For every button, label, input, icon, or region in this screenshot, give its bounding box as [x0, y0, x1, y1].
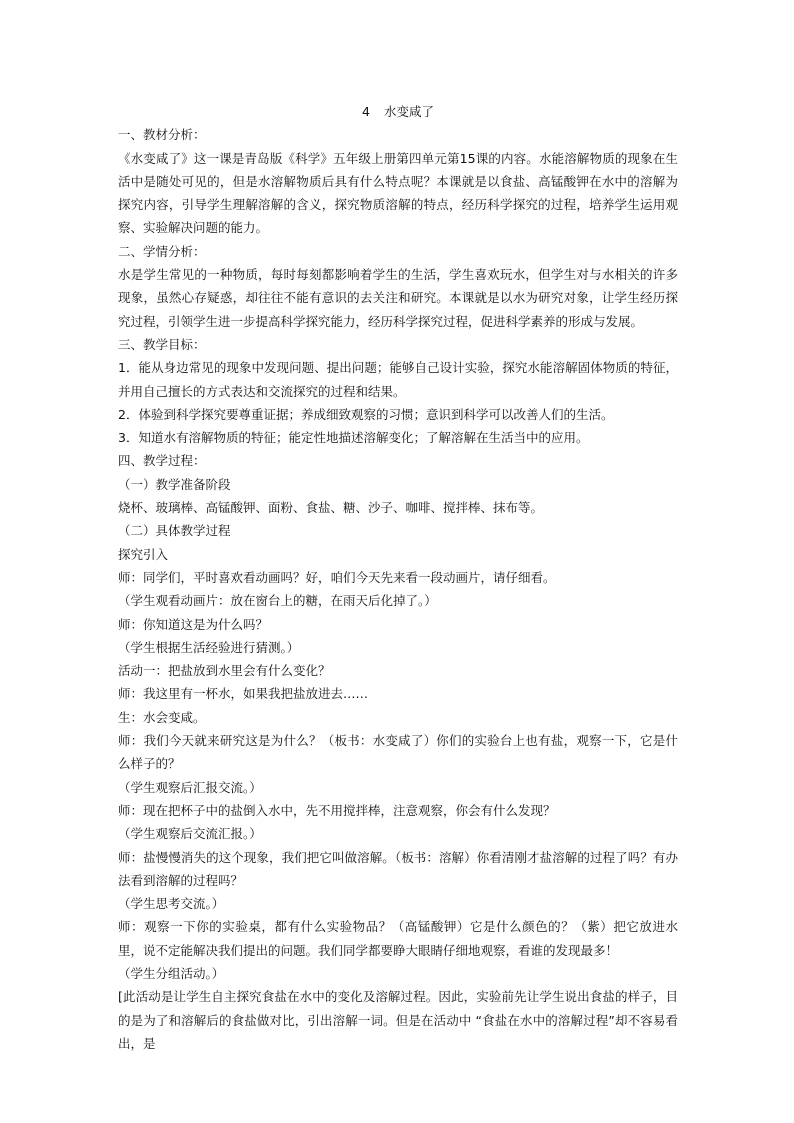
- section-heading-teaching-process: 四、教学过程：: [118, 453, 206, 469]
- subheading-introduction: 探究引入: [118, 546, 169, 562]
- dialogue-line: 师：现在把杯子中的盐倒入水中，先不用搅拌棒，注意观察，你会有什么发现？: [118, 802, 556, 818]
- dialogue-line: （学生观察后汇报交流。）: [118, 779, 262, 795]
- goal-item-2: 2．体验到科学探究要尊重证据；养成细致观察的习惯；意识到科学可以改善人们的生活。: [118, 406, 614, 422]
- section-heading-textbook-analysis: 一、教材分析：: [118, 127, 206, 143]
- subheading-preparation: （一）教学准备阶段: [118, 476, 231, 492]
- dialogue-line: （学生思考交流。）: [118, 896, 225, 912]
- section-heading-teaching-goals: 三、教学目标：: [118, 336, 206, 352]
- dialogue-line: （学生根据生活经验进行猜测。）: [118, 639, 300, 655]
- dialogue-line: 师：盐慢慢消失的这个现象，我们把它叫做溶解。（板书：溶解）你看清刚才盐溶解的过程了吗？有办法看到溶解的过程吗？: [118, 849, 678, 888]
- dialogue-line: 师：观察一下你的实验桌，都有什么实验物品？（高锰酸钾）它是什么颜色的？（紫）把它放进水里，说不定能解决我们提出的问题。我们同学都要睁大眼睛仔细地观察，看谁的发现最多！: [118, 919, 678, 958]
- activity-heading: 活动一：把盐放到水里会有什么变化？: [118, 663, 331, 679]
- dialogue-line: 师：我们今天就来研究这是为什么？（板书：水变咸了）你们的实验台上也有盐，观察一下，它是什么样子的？: [118, 733, 678, 772]
- lesson-number: 4: [362, 104, 370, 119]
- subheading-specific-process: （二）具体教学过程: [118, 523, 231, 539]
- lesson-title: [118, 100, 678, 123]
- dialogue-line: 生：水会变咸。: [118, 709, 206, 725]
- materials-list: 烧杯、玻璃棒、高锰酸钾、面粉、食盐、糖、沙子、咖啡、搅拌棒、抹布等。: [118, 500, 544, 516]
- lesson-title-text: 水变咸了: [383, 104, 434, 119]
- dialogue-line: 师：同学们，平时喜欢看动画吗？好，咱们今天先来看一段动画片，请仔细看。: [118, 569, 556, 585]
- goal-item-1: 1．能从身边常见的现象中发现问题、提出问题；能够自己设计实验，探究水能溶解固体物质的特征，并用自己擅长的方式表达和交流探究的过程和结果。: [118, 360, 678, 399]
- paragraph-textbook-analysis: 《水变咸了》这一课是青岛版《科学》五年级上册第四单元第15课的内容。水能溶解物质的现象在生活中是随处可见的，但是水溶解物质后具有什么特点呢？本课就是以食盐、高锰酸钾在水中的溶解为探究内容，引导学生理解溶解的含义，探究物质溶解的特点，经历科学探究的过程，培养学生运用观察、实验解决问题的能力。: [118, 150, 678, 236]
- dialogue-line: （学生观察后交流汇报。）: [118, 826, 262, 842]
- dialogue-line: （学生观看动画片：放在窗台上的糖，在雨天后化掉了。）: [118, 593, 437, 609]
- commentary-paragraph: [此活动是让学生自主探究食盐在水中的变化及溶解过程。因此，实验前先让学生说出食盐的样子，目的是为了和溶解后的食盐做对比，引出溶解一词。但是在活动中 “食盐在水中的溶解过程”却不容易看出，是: [118, 989, 678, 1051]
- goal-item-3: 3．知道水有溶解物质的特征；能定性地描述溶解变化；了解溶解在生活当中的应用。: [118, 430, 589, 446]
- section-heading-student-analysis: 二、学情分析：: [118, 243, 206, 259]
- dialogue-line: 师：你知道这是为什么吗？: [118, 616, 269, 632]
- document-body: [118, 100, 678, 1055]
- dialogue-line: 师：我这里有一杯水，如果我把盐放进去……: [118, 686, 369, 702]
- paragraph-student-analysis: 水是学生常见的一种物质，每时每刻都影响着学生的生活，学生喜欢玩水，但学生对与水相关的许多现象，虽然心存疑惑，却往往不能有意识的去关注和研究。本课就是以水为研究对象，让学生经历探究过程，引领学生进一步提高科学探究能力，经历科学探究过程，促进科学素养的形成与发展。: [118, 267, 678, 329]
- dialogue-line: （学生分组活动。）: [118, 965, 225, 981]
